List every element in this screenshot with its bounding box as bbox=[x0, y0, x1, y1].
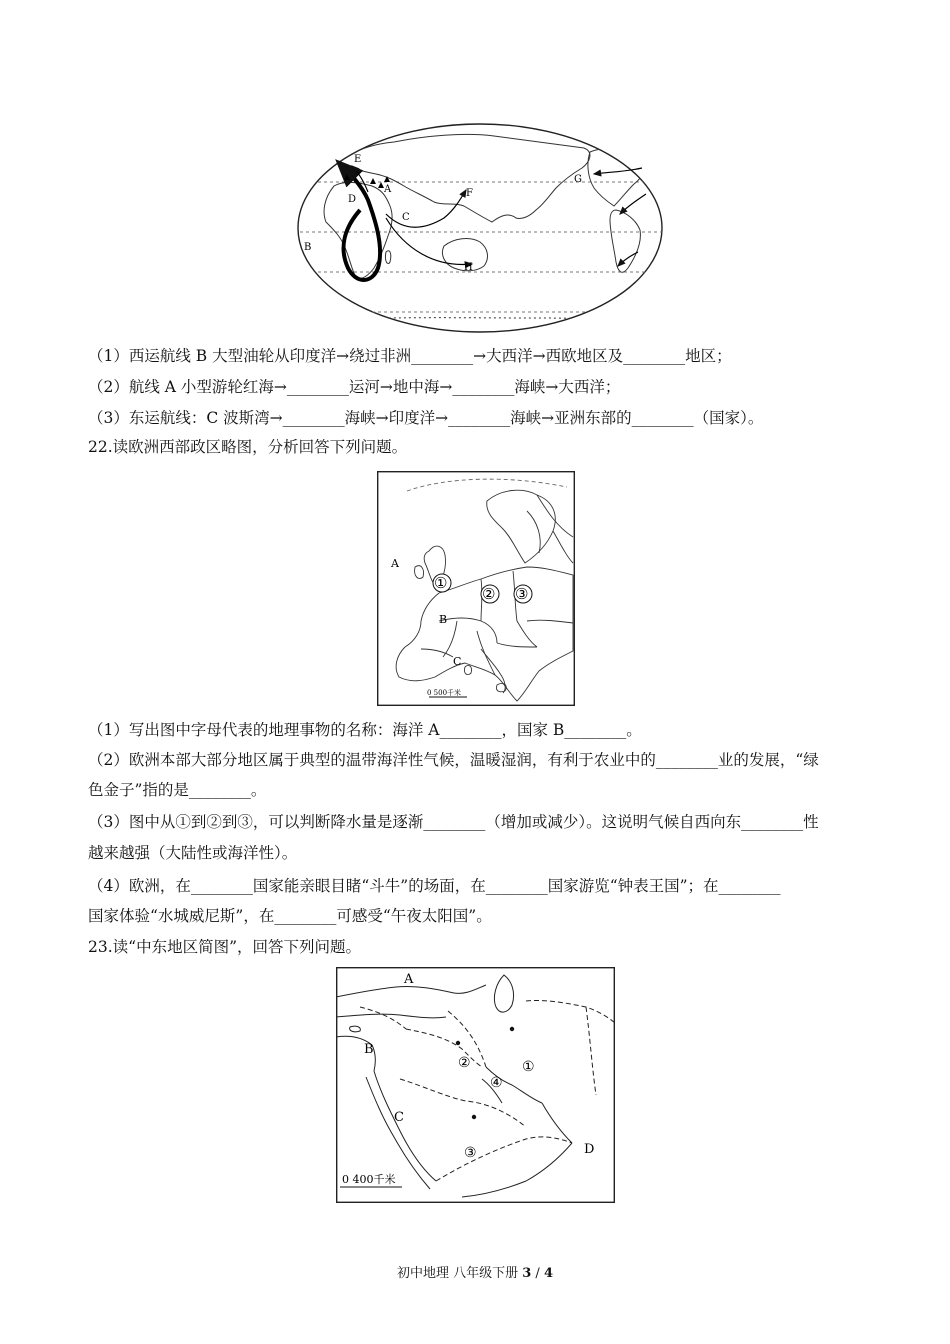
map1-label-h: H bbox=[464, 262, 473, 273]
q22-part3b: 越来越强（大陆性或海洋性）。 bbox=[88, 844, 298, 862]
map3-label-c: C bbox=[394, 1110, 404, 1125]
footer-sep: / bbox=[531, 1266, 544, 1281]
q22-part4a: （4）欧洲，在________国家能亲眼目睹“斗牛”的场面，在________国家游览“钟表王国”；在________ bbox=[88, 877, 781, 895]
map3-marker-2: ② bbox=[458, 1055, 471, 1071]
map3-scale: 0 400千米 bbox=[342, 1173, 396, 1186]
map3-marker-4: ④ bbox=[490, 1075, 503, 1091]
map3-label-b: B bbox=[364, 1042, 374, 1057]
q23-title: 23.读“中东地区简图”，回答下列问题。 bbox=[88, 938, 361, 956]
map3-marker-1: ① bbox=[522, 1059, 535, 1075]
map2-label-c: C bbox=[453, 655, 462, 668]
map1-label-b: B bbox=[304, 242, 312, 253]
western-europe-map bbox=[377, 471, 575, 706]
q22-part2a: （2）欧洲本部大部分地区属于典型的温带海洋性气候，温暖湿润，有利于农业中的________业的发展，“绿 bbox=[88, 751, 819, 769]
map2-label-a: A bbox=[391, 557, 399, 570]
map3-label-a: A bbox=[404, 972, 414, 987]
footer-text: 初中地理 八年级下册 bbox=[396, 1266, 523, 1281]
world-oil-routes-map bbox=[294, 122, 666, 334]
q22-part4b: 国家体验“水城威尼斯”，在________可感受“午夜太阳国”。 bbox=[88, 907, 492, 925]
map-frame bbox=[298, 124, 662, 332]
q21-part3: （3）东运航线：C 波斯湾→________海峡→印度洋→________海峡→亚洲东部的________（国家）。 bbox=[88, 409, 764, 427]
map2-marker-2: ② bbox=[482, 585, 496, 603]
map2-marker-3: ③ bbox=[515, 585, 529, 603]
map1-label-d: D bbox=[348, 194, 357, 205]
map2-label-b: B bbox=[439, 613, 448, 626]
map1-label-f: F bbox=[466, 188, 473, 199]
q22-part3a: （3）图中从①到②到③，可以判断降水量是逐渐________（增加或减少）。这说明气候自西向东________性 bbox=[88, 813, 819, 831]
q22-title: 22.读欧洲西部政区略图，分析回答下列问题。 bbox=[88, 438, 408, 456]
map2-marker-1: ① bbox=[434, 574, 448, 592]
map1-label-e: E bbox=[354, 154, 362, 165]
q22-part1: （1）写出图中字母代表的地理事物的名称：海洋 A________，国家 B________。 bbox=[88, 721, 642, 739]
map1-label-a: A bbox=[384, 184, 392, 195]
footer-total: 4 bbox=[543, 1266, 553, 1281]
page-footer bbox=[0, 1262, 950, 1281]
q21-part2: （2）航线 A 小型游轮红海→________运河→地中海→________海峡→大西洋； bbox=[88, 378, 621, 396]
map3-marker-3: ③ bbox=[464, 1145, 477, 1161]
map3-frame bbox=[337, 968, 615, 1203]
map2-scale: 0 500千米 bbox=[427, 689, 462, 697]
q21-part1: （1）西运航线 B 大型油轮从印度洋→绕过非洲________→大西洋→西欧地区及________地区； bbox=[88, 347, 732, 365]
map3-label-d: D bbox=[584, 1142, 595, 1157]
q22-part2b: 色金子”指的是________。 bbox=[88, 781, 267, 799]
map1-label-g: G bbox=[574, 174, 582, 185]
footer-page: 3 bbox=[522, 1266, 532, 1281]
middle-east-map bbox=[336, 967, 615, 1203]
map1-label-c: C bbox=[402, 212, 410, 223]
